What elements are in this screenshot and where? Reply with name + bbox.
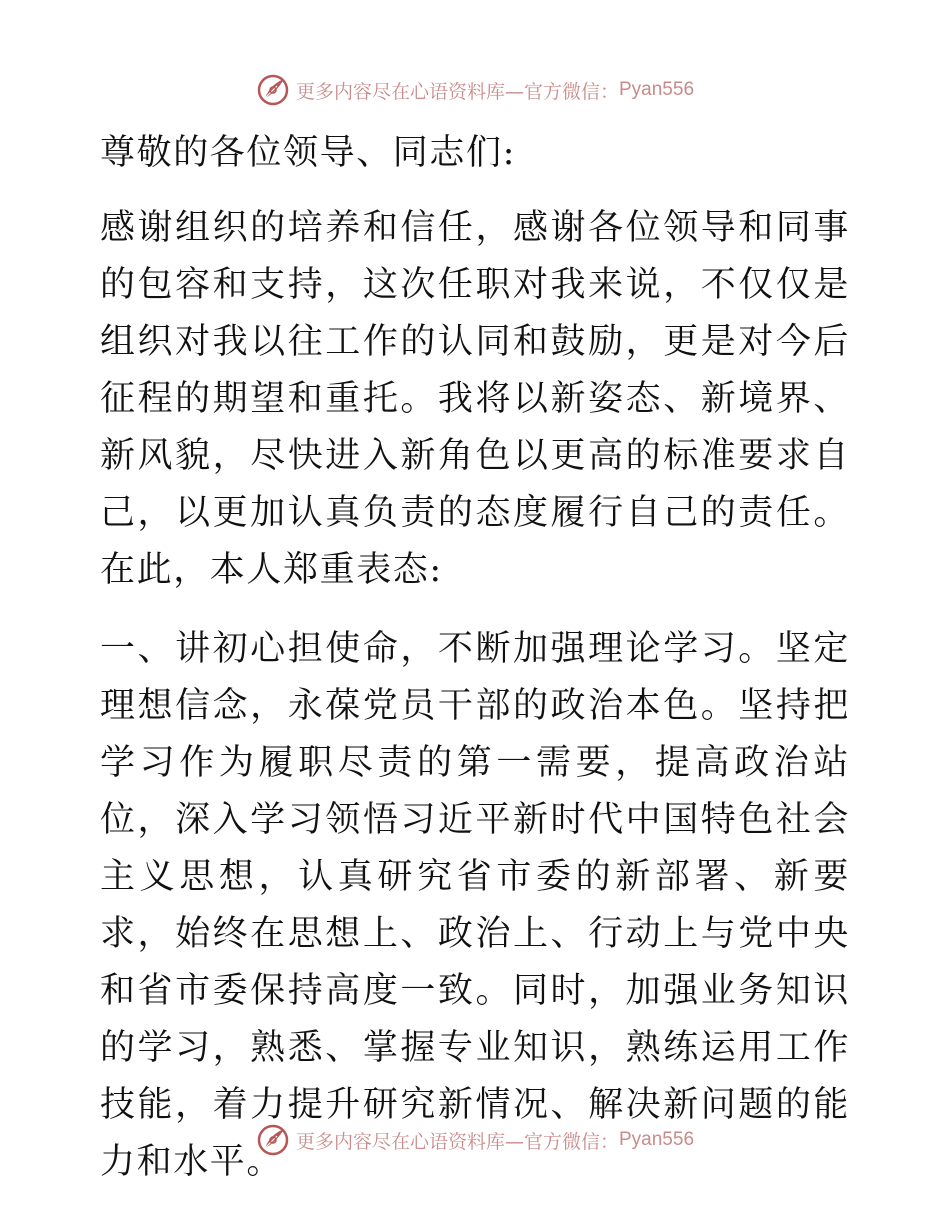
watermark-text: 更多内容尽在心语资料库—官方微信： [295, 80, 619, 103]
header-watermark [0, 70, 950, 110]
feather-pen-logo-icon [256, 1123, 290, 1157]
watermark-wechat-id: Pyan556 [619, 1129, 695, 1150]
paragraph-2: 一、讲初心担使命，不断加强理论学习。坚定理想信念，永葆党员干部的政治本色。坚持把学习作为履职尽责的第一需要，提高政治站位，深入学习领悟习近平新时代中国特色社会主义思想，认真研究省市委的新部署、新要求，始终在思想上、政治上、行动上与党中央和省市委保持高度一致。同时，加强业务知识的学习，熟悉、掌握专业知识，熟练运用工作技能，着力提升研究新情况、解决新问题的能力和水平。 [100, 629, 850, 1182]
feather-pen-logo-icon [256, 73, 290, 107]
greeting-line: 尊敬的各位领导、同志们: [100, 133, 516, 173]
footer-watermark [0, 1120, 950, 1160]
document-body [100, 125, 850, 1191]
watermark-text: 更多内容尽在心语资料库—官方微信： [295, 1130, 619, 1153]
watermark-wechat-id: Pyan556 [619, 79, 695, 100]
paragraph-1: 感谢组织的培养和信任，感谢各位领导和同事的包容和支持，这次任职对我来说，不仅仅是组织对我以往工作的认同和鼓励，更是对今后征程的期望和重托。我将以新姿态、新境界、新风貌，尽快进入新角色以更高的标准要求自己，以更加认真负责的态度履行自己的责任。在此，本人郑重表态: [100, 208, 850, 590]
